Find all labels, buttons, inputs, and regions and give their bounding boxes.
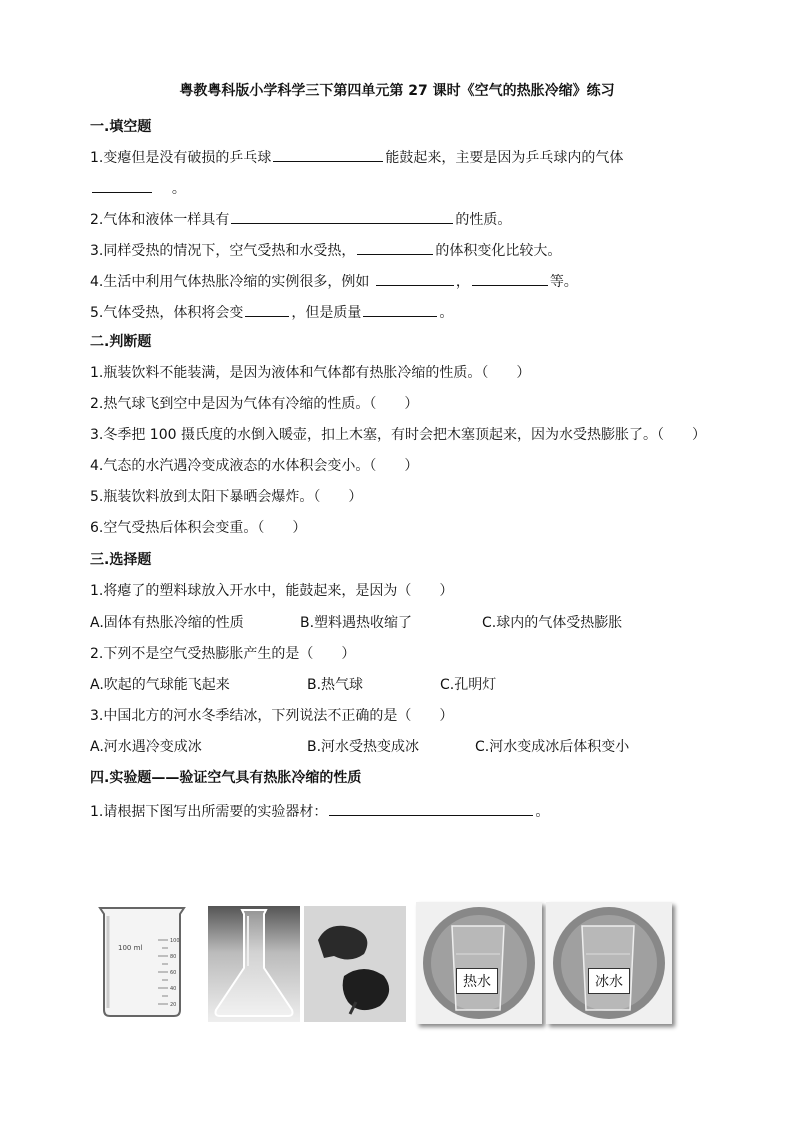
answer-blank[interactable]	[273, 147, 383, 162]
beaker-tick-label: 20	[170, 1002, 177, 1008]
judge-q4: 4.气态的水汽遇冷变成液态的水体积会变小。（ ）	[90, 458, 419, 474]
choice-q2-option-c[interactable]: C.孔明灯	[440, 677, 497, 693]
beaker-image	[96, 904, 188, 1018]
choice-q3: 3.中国北方的河水冬季结冰，下列说法不正确的是（ ）	[90, 708, 454, 724]
section-1-heading: 一.填空题	[90, 119, 152, 135]
choice-q2: 2.下列不是空气受热膨胀产生的是（ ）	[90, 646, 356, 662]
answer-blank[interactable]	[357, 240, 433, 255]
beaker-tick-label: 80	[170, 954, 177, 960]
choice-q1-option-b[interactable]: B.塑料遇热收缩了	[300, 615, 413, 631]
choice-q3-option-a[interactable]: A.河水遇冷变成冰	[90, 739, 202, 755]
fill-q3: 3.同样受热的情况下，空气受热和水受热， 的体积变化比较大。	[90, 240, 561, 260]
judge-q3: 3.冬季把 100 摄氏度的水倒入暖壶，扣上木塞，有时会把木塞顶起来，因为水受热膨胀了。（ ）	[90, 427, 706, 443]
judge-q5: 5.瓶装饮料放到太阳下暴晒会爆炸。（ ）	[90, 489, 363, 505]
choice-q1-option-a[interactable]: A.固体有热胀冷缩的性质	[90, 615, 244, 631]
hot-water-image	[416, 902, 542, 1024]
answer-blank[interactable]	[376, 271, 454, 286]
choice-q1: 1.将瘪了的塑料球放入开水中，能鼓起来，是因为（ ）	[90, 583, 454, 599]
answer-blank[interactable]	[329, 801, 533, 816]
beaker-tick-label: 60	[170, 970, 177, 976]
section-3-heading: 三.选择题	[90, 552, 152, 568]
fill-q1: 1.变瘪但是没有破损的乒乓球 能鼓起来，主要是因为乒乓球内的气体	[90, 147, 623, 167]
ice-water-image	[546, 902, 672, 1024]
choice-q2-option-a[interactable]: A.吹起的气球能飞起来	[90, 677, 230, 693]
judge-q1: 1.瓶装饮料不能装满，是因为液体和气体都有热胀冷缩的性质。（ ）	[90, 365, 531, 381]
section-2-heading: 二.判断题	[90, 334, 152, 350]
beaker-capacity-label: 100 ml	[118, 944, 143, 952]
section-4-heading: 四.实验题——验证空气具有热胀冷缩的性质	[90, 770, 362, 786]
answer-blank[interactable]	[363, 302, 437, 317]
answer-blank[interactable]	[245, 302, 289, 317]
answer-blank[interactable]	[472, 271, 548, 286]
answer-blank[interactable]	[231, 209, 453, 224]
fill-q5: 5.气体受热，体积将会变 ，但是质量 。	[90, 302, 453, 322]
fill-q2: 2.气体和液体一样具有 的性质。	[90, 209, 511, 229]
judge-q2: 2.热气球飞到空中是因为气体有冷缩的性质。（ ）	[90, 396, 419, 412]
answer-blank[interactable]	[92, 178, 152, 193]
fill-q1-cont: 。	[90, 178, 186, 198]
experiment-q1: 1.请根据下图写出所需要的实验器材： 。	[90, 801, 549, 821]
fill-q4: 4.生活中利用气体热胀冷缩的实例很多，例如 ， 等。	[90, 271, 578, 291]
page-title: 粤教粤科版小学科学三下第四单元第 27 课时《空气的热胀冷缩》练习	[179, 83, 615, 99]
balloons-image	[304, 906, 406, 1022]
choice-q3-option-c[interactable]: C.河水变成冰后体积变小	[475, 739, 630, 755]
choice-q1-option-c[interactable]: C.球内的气体受热膨胀	[482, 615, 623, 631]
beaker-tick-label: 40	[170, 986, 177, 992]
choice-q3-option-b[interactable]: B.河水受热变成冰	[307, 739, 420, 755]
flask-image	[208, 906, 300, 1022]
judge-q6: 6.空气受热后体积会变重。（ ）	[90, 520, 307, 536]
beaker-tick-label: 100	[170, 938, 180, 944]
ice-water-label: 冰水	[588, 968, 630, 994]
choice-q2-option-b[interactable]: B.热气球	[307, 677, 364, 693]
hot-water-label: 热水	[456, 968, 498, 994]
